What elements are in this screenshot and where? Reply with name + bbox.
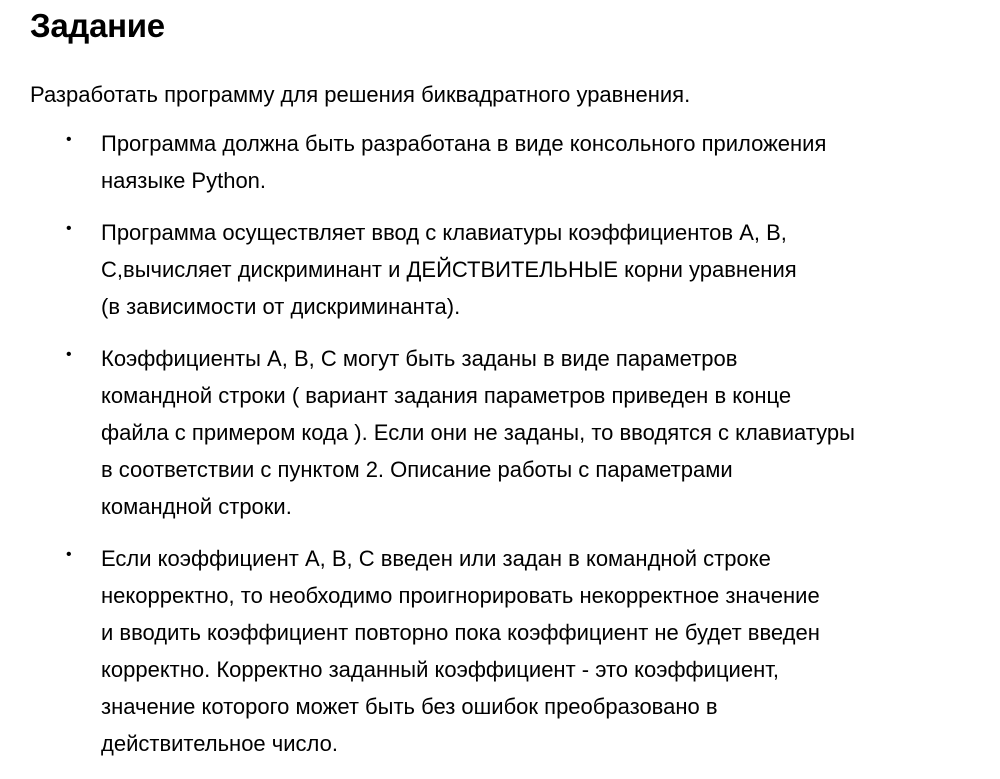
- list-item-text: Программа осуществляет ввод с клавиатуры коэффициентов А, В, С,вычисляет дискриминант и ДЕЙСТВИТЕЛЬНЫЕ корни уравнения (в зависимости от дискриминанта).: [101, 220, 797, 319]
- list-item-text: Коэффициенты А, В, С могут быть заданы в виде параметров командной строки ( вариант задания параметров приведен в конце файла с примером кода ). Если они не заданы, то вводятся с клавиатуры в соответствии с пунктом 2. Описание работы с параметрами командной строки.: [101, 346, 855, 519]
- list-item: [0, 540, 1000, 762]
- bullet-icon: •: [66, 546, 72, 563]
- list-item-text: Программа должна быть разработана в виде консольного приложения наязыке Python.: [101, 131, 827, 193]
- list-item: [0, 125, 1000, 199]
- bullet-icon: •: [66, 220, 72, 237]
- requirements-list: [0, 125, 1000, 777]
- document-title: Задание: [30, 7, 165, 44]
- bullet-icon: •: [66, 346, 72, 363]
- list-item: [0, 340, 1000, 525]
- bullet-icon: •: [66, 131, 72, 148]
- list-item-text: Если коэффициент А, В, С введен или задан в командной строке некорректно, то необходимо проигнорировать некорректное значение и вводить коэффициент повторно пока коэффициент не будет введен корректно. Корректно заданный коэффициент - это коэффициент, значение которого может быть без ошибок преобразовано в действительное число.: [101, 546, 820, 756]
- intro-paragraph: Разработать программу для решения биквадратного уравнения.: [30, 82, 691, 107]
- list-item: [0, 214, 1000, 325]
